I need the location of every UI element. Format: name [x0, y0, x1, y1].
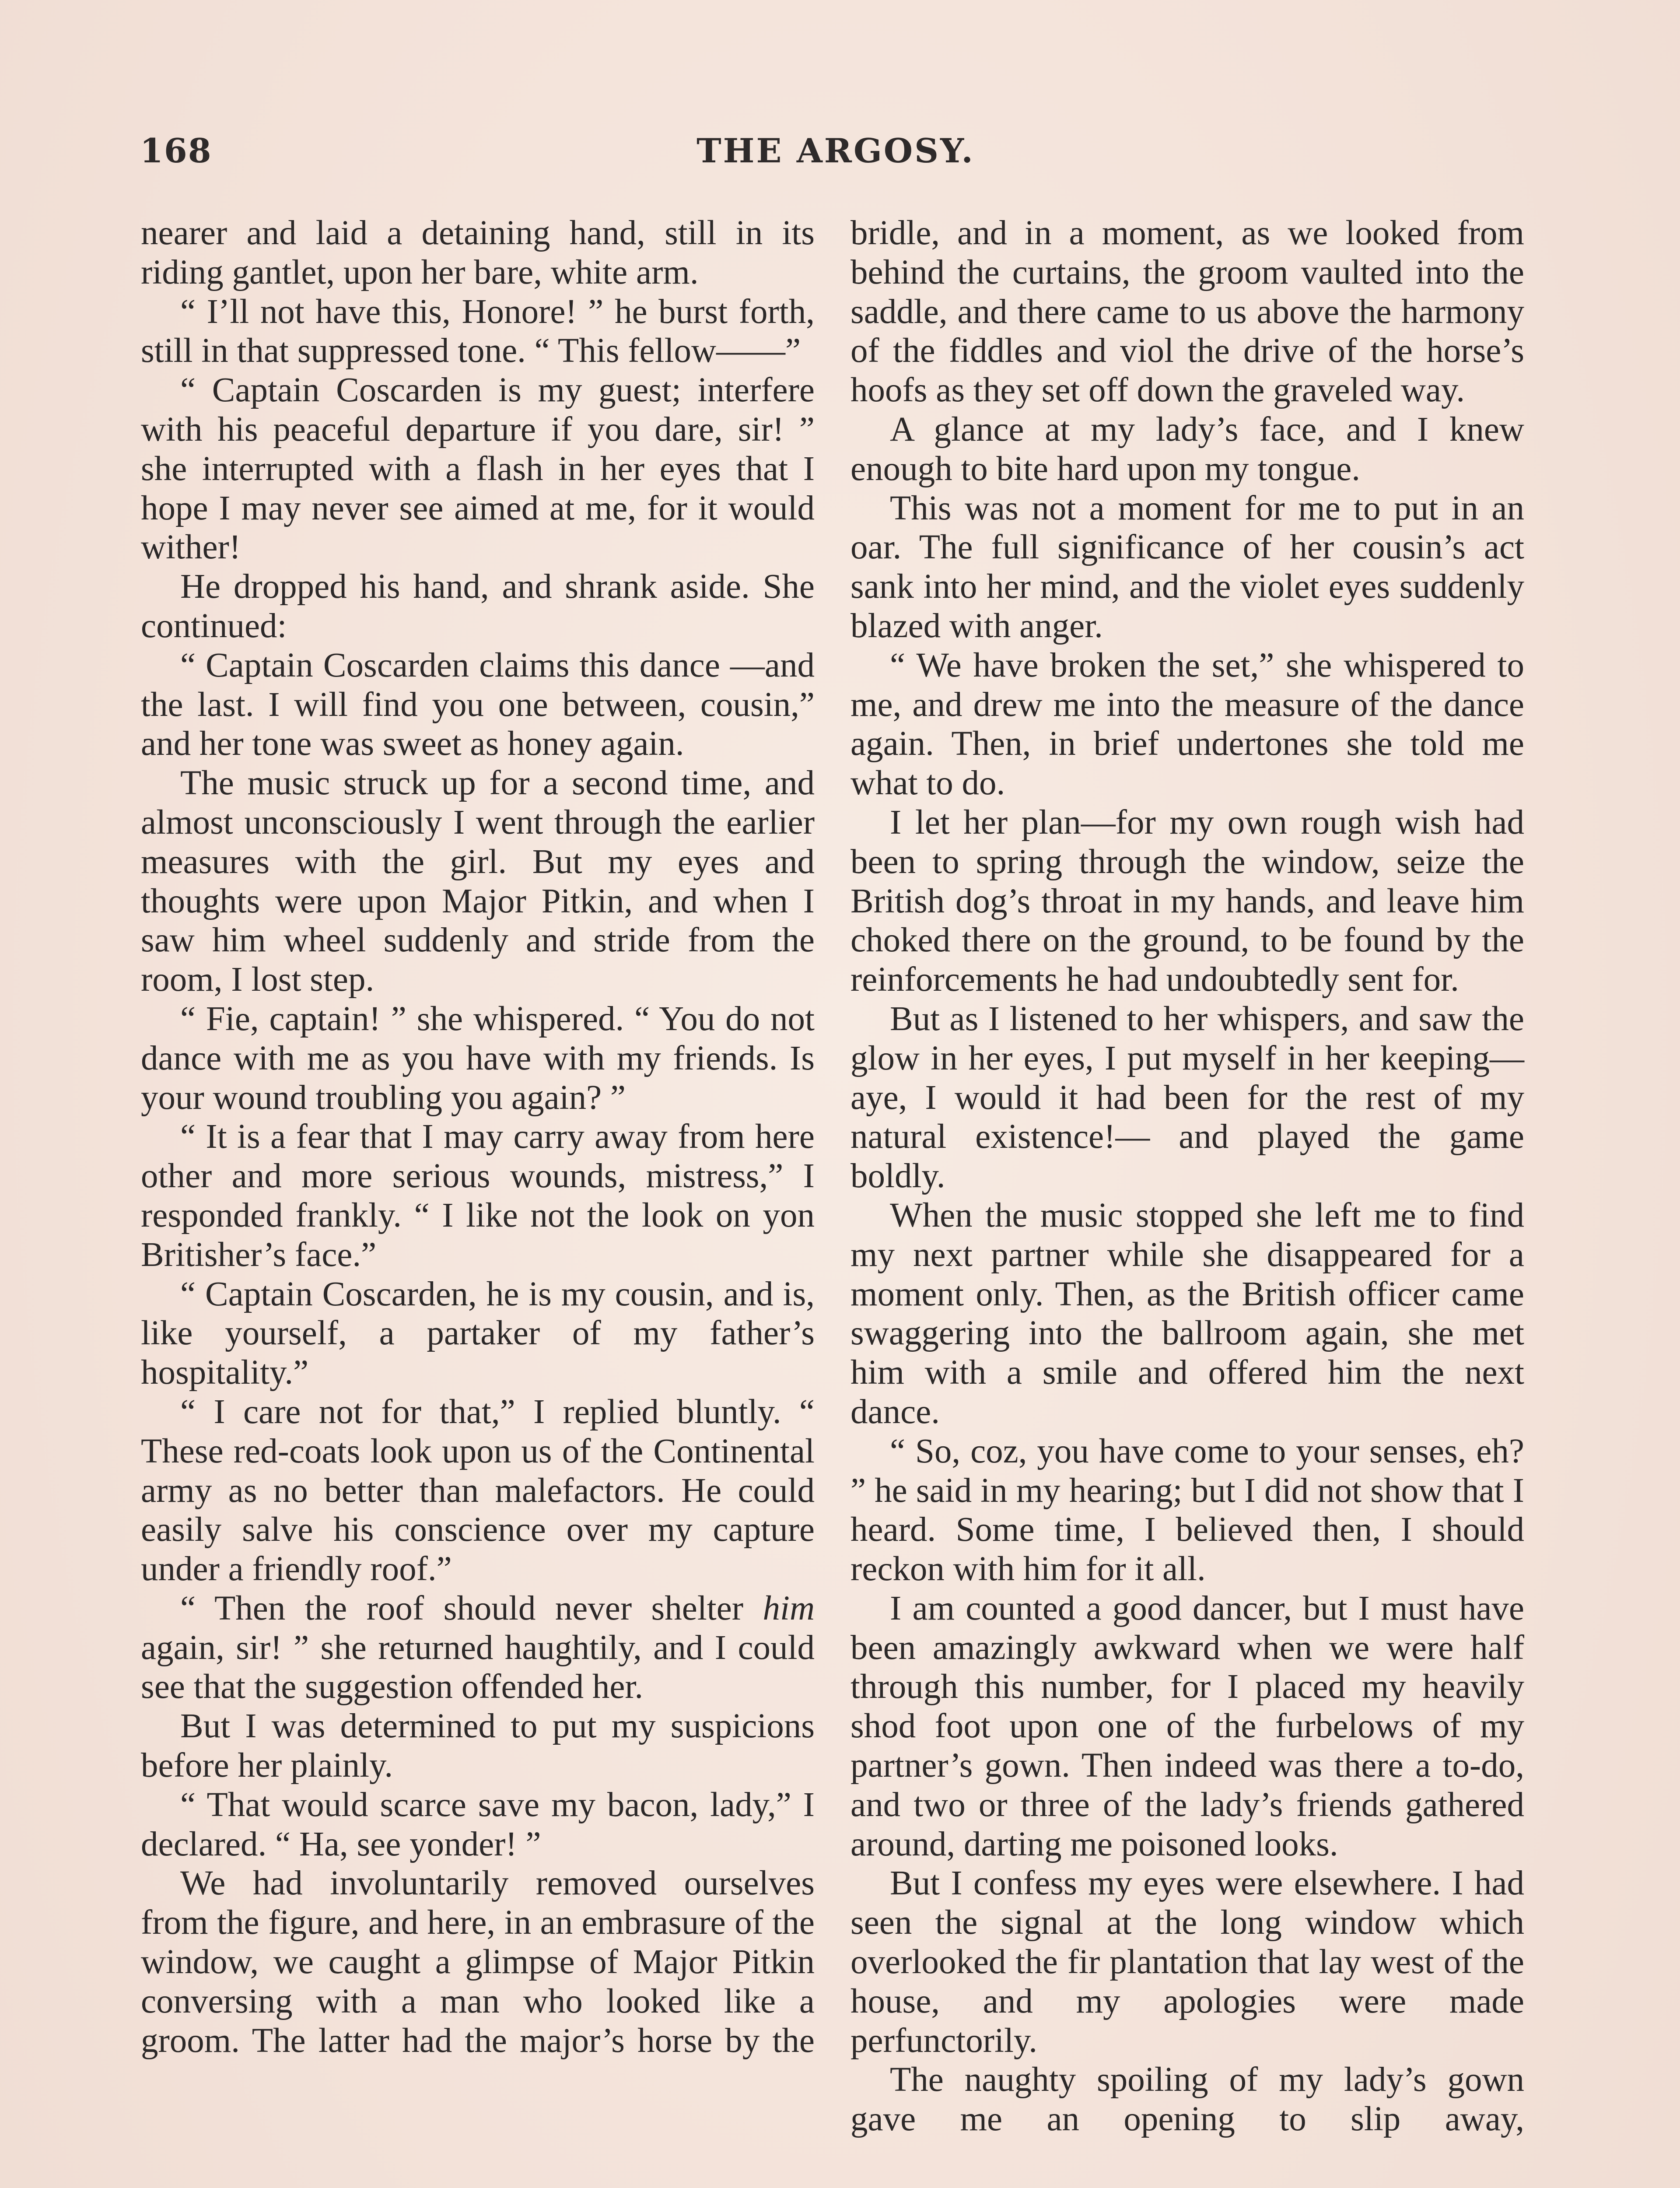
paragraph: I am counted a good dancer, but I must have been amazingly awkward when we were half through this number, for I placed my heavily shod foot upon one of the furbelows of my partner’s gown. Then indeed was there a to-do, and two or three of the lady’s friends gathered around, darting me poisoned looks. — [850, 1589, 1524, 1863]
paragraph: “ Captain Coscarden is my guest; interfere with his peaceful departure if you dare, sir! ” she interrupted with a flash in her eyes that I hope I may never see aimed at me, for it would wither! — [141, 371, 815, 567]
paragraph: “ I care not for that,” I replied bluntly. “ These red-coats look upon us of the Continental army as no better than malefactors. He could easily salve his conscience over my capture under a friendly roof.” — [141, 1392, 815, 1588]
paragraph: We had involuntarily removed ourselves from the figure, and here, in an embrasure of the window, we caught a glimpse of Major Pitkin conversing with a man who looked like a groom. The latter had the major’s horse by the — [141, 1864, 815, 2060]
paragraph: He dropped his hand, and shrank aside. She continued: — [141, 568, 815, 645]
paragraph: But I confess my eyes were elsewhere. I had seen the signal at the long window which overlooked the fir plantation that lay west of the house, and my apologies were made perfunctorily. — [850, 1864, 1524, 2060]
paragraph: “ I’ll not have this, Honore! ” he burst forth, still in that suppressed tone. “ This fellow——” — [141, 292, 815, 370]
running-head-title: THE ARGOSY. — [696, 131, 975, 170]
paragraph: The naughty spoiling of my lady’s gown gave me an opening to slip away, — [850, 2061, 1524, 2139]
left-text-column — [141, 214, 815, 2060]
paragraph: But as I listened to her whispers, and saw the glow in her eyes, I put myself in her keeping—aye, I would it had been for the rest of my natural existence!— and played the game boldly. — [850, 999, 1524, 1196]
paragraph: “ It is a fear that I may carry away from here other and more serious wounds, mistress,” I responded frankly. “ I like not the look on yon Britisher’s face.” — [141, 1118, 815, 1274]
paragraph: “ Fie, captain! ” she whispered. “ You do not dance with me as you have with my friends. Is your wound troubling you again? ” — [141, 999, 815, 1117]
paragraph: I let her plan—for my own rough wish had been to spring through the window, seize the British dog’s throat in my hands, and leave him choked there on the ground, to be found by the reinforcements he had undoubtedly sent for. — [850, 803, 1524, 999]
page-header — [140, 127, 1531, 184]
paragraph: “ Captain Coscarden claims this dance —and the last. I will find you one between, cousin,” and her tone was sweet as honey again. — [141, 646, 815, 763]
paragraph: The music struck up for a second time, and almost unconsciously I went through the earlier measures with the girl. But my eyes and thoughts were upon Major Pitkin, and when I saw him wheel suddenly and stride from the room, I lost step. — [141, 764, 815, 999]
paragraph: “ So, coz, you have come to your senses, eh? ” he said in my hearing; but I did not show that I heard. Some time, I believed then, I should reckon with him for it all. — [850, 1432, 1524, 1588]
paragraph: This was not a moment for me to put in an oar. The full significance of her cousin’s act sank into her mind, and the violet eyes suddenly blazed with anger. — [850, 489, 1524, 645]
paragraph: “ We have broken the set,” she whispered to me, and drew me into the measure of the dance again. Then, in brief undertones she told me what to do. — [850, 646, 1524, 803]
paragraph: When the music stopped she left me to find my next partner while she disappeared for a moment only. Then, as the British officer came swaggering into the ballroom again, she met him with a smile and offered him the next dance. — [850, 1196, 1524, 1431]
paragraph: “ That would scarce save my bacon, lady,” I declared. “ Ha, see yonder! ” — [141, 1785, 815, 1863]
paragraph: “ Then the roof should never shelter him again, sir! ” she returned haughtily, and I could see that the suggestion offended her. — [141, 1589, 815, 1706]
page-number: 168 — [140, 131, 212, 170]
right-text-column — [850, 214, 1524, 2139]
paragraph: A glance at my lady’s face, and I knew enough to bite hard upon my tongue. — [850, 410, 1524, 488]
paragraph: bridle, and in a moment, as we looked from behind the curtains, the groom vaulted into the saddle, and there came to us above the harmony of the fiddles and viol the drive of the horse’s hoofs as they set off down the graveled way. — [850, 214, 1524, 410]
paragraph: But I was determined to put my suspicions before her plainly. — [141, 1707, 815, 1785]
paragraph: nearer and laid a detaining hand, still in its riding gantlet, upon her bare, white arm. — [141, 214, 815, 291]
paragraph: “ Captain Coscarden, he is my cousin, and is, like yourself, a partaker of my father’s hospitality.” — [141, 1275, 815, 1392]
